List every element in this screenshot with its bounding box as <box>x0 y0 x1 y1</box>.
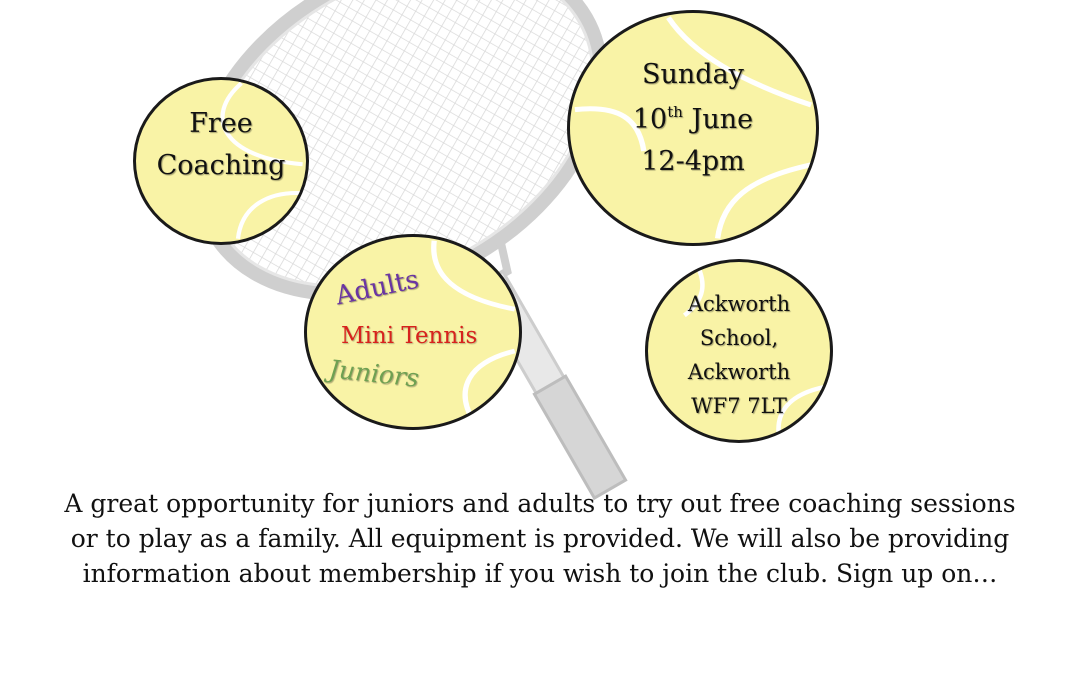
venue-line-1: Ackworth <box>687 292 791 316</box>
event-time: 12-4pm <box>641 146 745 177</box>
event-date-number: 10 <box>632 104 668 135</box>
venue-ball <box>645 259 833 443</box>
juniors-label: Juniors <box>327 354 421 393</box>
event-date <box>570 103 816 135</box>
event-date-suffix: th <box>667 103 683 121</box>
adults-label: Adults <box>332 264 422 312</box>
event-month: June <box>682 104 754 135</box>
description-text: A great opportunity for juniors and adults to try out free coaching sessions or to play as a family. All equipment is provided. We will also be providing information about membership if you wish to join the club. Sign up on… <box>64 489 1016 588</box>
venue-line-3: Ackworth <box>687 360 791 384</box>
date-ball <box>567 10 819 246</box>
free-coaching-ball <box>133 77 309 245</box>
venue-postcode: WF7 7LT <box>691 394 787 418</box>
event-day: Sunday <box>642 59 744 90</box>
mini-tennis-label: Mini Tennis <box>341 323 478 349</box>
coaching-label: Coaching <box>156 150 286 181</box>
groups-ball <box>304 234 522 430</box>
free-label: Free <box>189 108 253 139</box>
venue-line-2: School, <box>699 326 779 350</box>
